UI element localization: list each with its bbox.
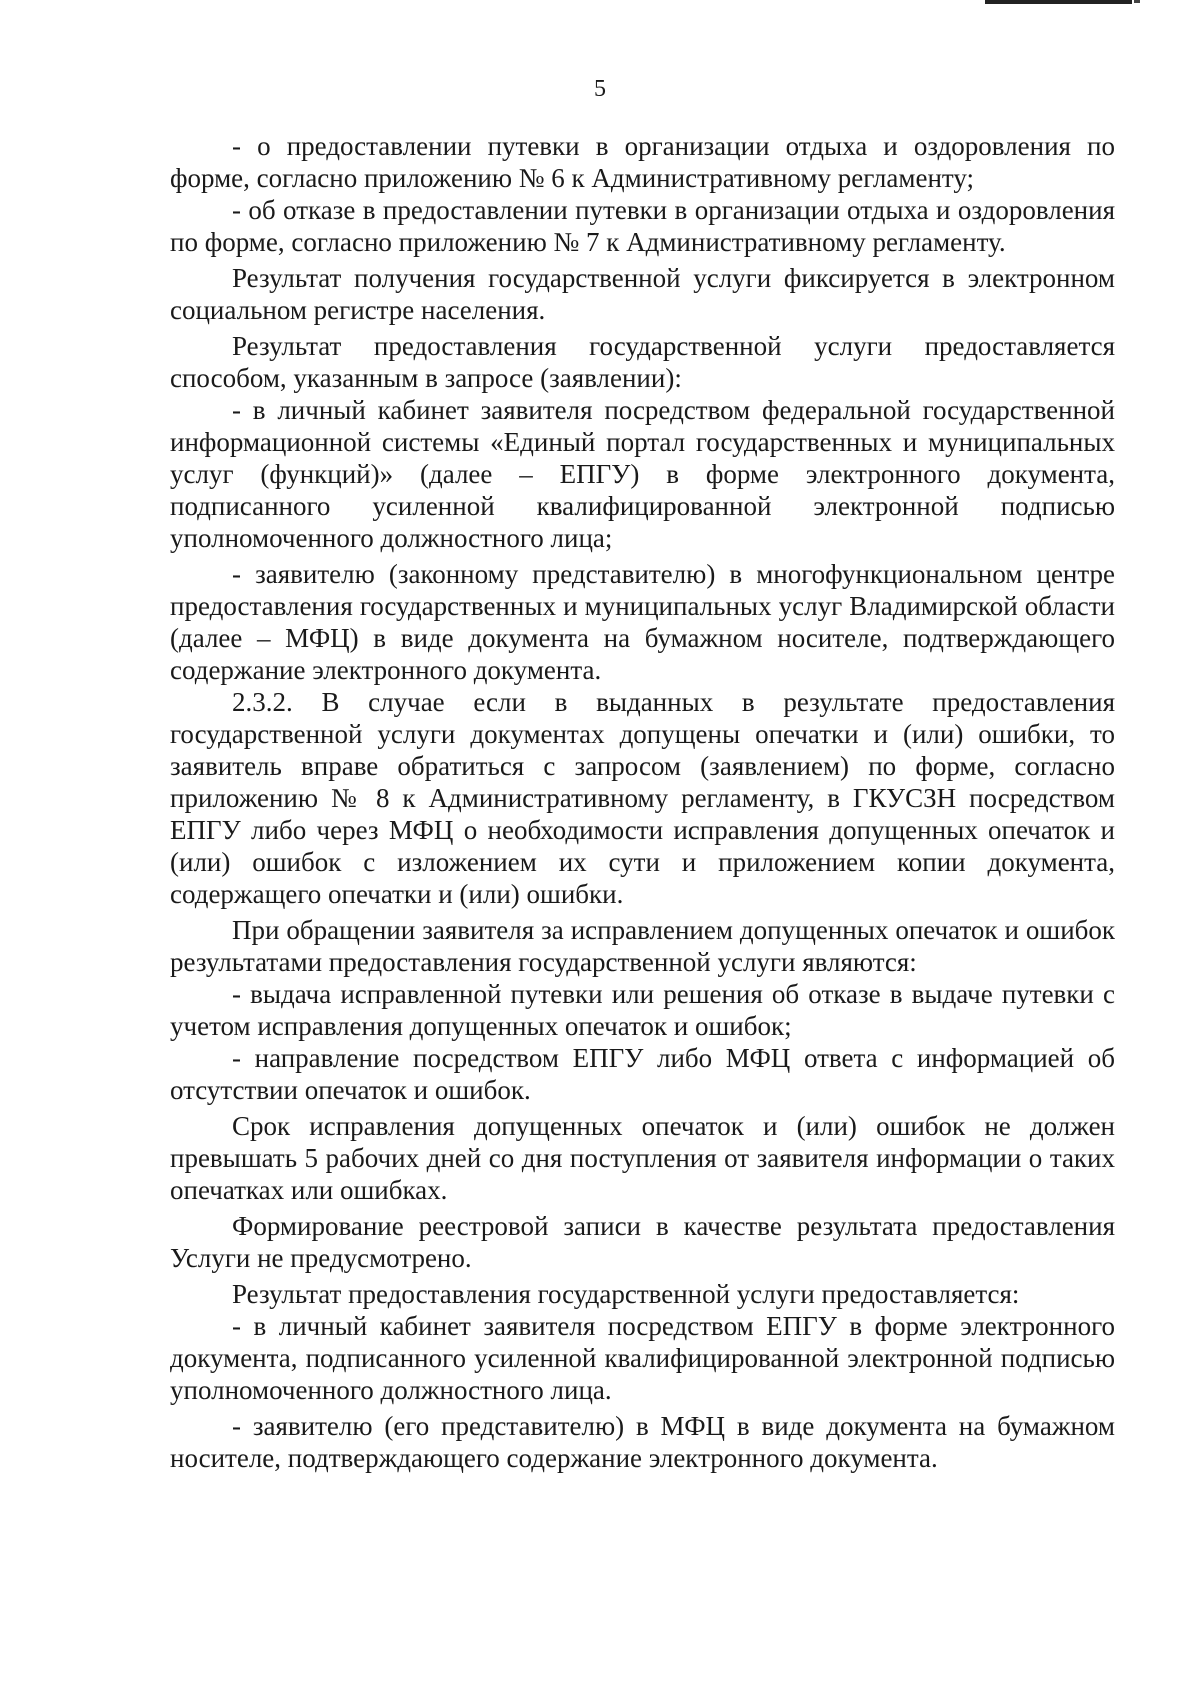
paragraph-result-voucher-refused: - об отказе в предоставлении путевки в организации отдыха и оздоровления по форме, согласно приложению № 7 к Административному регламенту.: [170, 195, 1115, 257]
paragraph-final-epgu: - в личный кабинет заявителя посредством ЕПГУ в форме электронного документа, подписанного усиленной квалифицированной электронной подписью уполномоченного должностного лица.: [170, 1311, 1115, 1405]
document-body: [170, 130, 1115, 1474]
paragraph-result-voucher-granted: - о предоставлении путевки в организации отдыха и оздоровления по форме, согласно приложению № 6 к Административному регламенту;: [170, 131, 1115, 193]
scan-artifact-line: [985, 0, 1132, 4]
paragraph-correction-results: При обращении заявителя за исправлением допущенных опечаток и ошибок результатами предоставления государственной услуги являются:: [170, 915, 1115, 977]
paragraph-delivery-mfc: - заявителю (законному представителю) в многофункциональном центре предоставления государственных и муниципальных услуг Владимирской области (далее – МФЦ) в виде документа на бумажном носителе, подтверждающего содержание электронного документа.: [170, 559, 1115, 685]
paragraph-result-delivery-method: Результат предоставления государственной услуги предоставляется способом, указанным в запросе (заявлении):: [170, 331, 1115, 393]
page-number: 5: [594, 76, 606, 102]
paragraph-section-2-3-2: 2.3.2. В случае если в выданных в результате предоставления государственной услуги документах допущены опечатки и (или) ошибки, то заявитель вправе обратиться с запросом (заявлением) по форме, согласно приложению № 8 к Административному регламенту, в ГКУСЗН посредством ЕПГУ либо через МФЦ о необходимости исправления допущенных опечаток и (или) ошибок с изложением их сути и приложением копии документа, содержащего опечатки и (или) ошибки.: [170, 687, 1115, 909]
paragraph-corrected-voucher: - выдача исправленной путевки или решения об отказе в выдаче путевки с учетом исправления допущенных опечаток и ошибок;: [170, 979, 1115, 1041]
paragraph-no-errors-response: - направление посредством ЕПГУ либо МФЦ ответа с информацией об отсутствии опечаток и ошибок.: [170, 1043, 1115, 1105]
paragraph-result-provided: Результат предоставления государственной услуги предоставляется:: [232, 1279, 1020, 1309]
paragraph-registry-record: Формирование реестровой записи в качестве результата предоставления Услуги не предусмотрено.: [170, 1211, 1115, 1273]
paragraph-result-registered: Результат получения государственной услуги фиксируется в электронном социальном регистре населения.: [170, 263, 1115, 325]
paragraph-correction-deadline: Срок исправления допущенных опечаток и (или) ошибок не должен превышать 5 рабочих дней со дня поступления от заявителя информации о таких опечатках или ошибках.: [170, 1111, 1115, 1205]
scan-artifact-dot: [1134, 0, 1140, 3]
paragraph-final-mfc: - заявителю (его представителю) в МФЦ в виде документа на бумажном носителе, подтверждающего содержание электронного документа.: [170, 1411, 1115, 1473]
paragraph-delivery-epgu: - в личный кабинет заявителя посредством федеральной государственной информационной системы «Единый портал государственных и муниципальных услуг (функций)» (далее – ЕПГУ) в форме электронного документа, подписанного усиленной квалифицированной электронной подписью уполномоченного должностного лица;: [170, 395, 1115, 553]
